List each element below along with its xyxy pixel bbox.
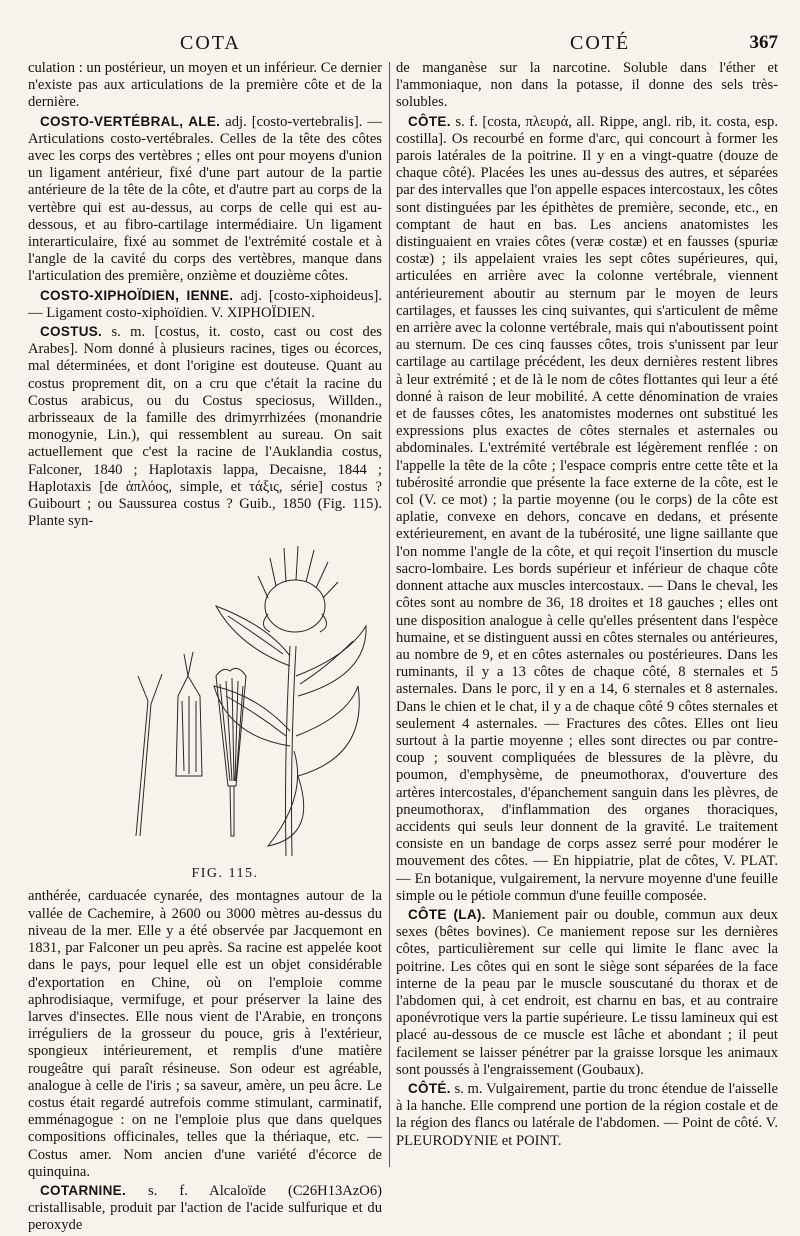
left-column <box>28 60 382 1236</box>
entry-cotarnine <box>28 1182 382 1235</box>
continuation-paragraph: culation : un postérieur, un moyen et un inférieur. Ce dernier n'existe pas aux articulations de la première côte et de la dernière. <box>28 60 382 111</box>
continuation-paragraph: anthérée, carduacée cynarée, des montagnes autour de la vallée de Cachemire, à 2600 ou 3000 mètres au-dessus du niveau de la mer. Elle y a été observée par Jacquemont en 1831, par Falconer un peu après. Sa racine est appelée koot dans le pays, pour lequel elle est un objet considérable d'exportation en Chine, où on l'emploie comme aphrodisiaque, vermifuge, et pour préserver la laine des larves d'insectes. Elle nous vient de l'Arabie, en tronçons irréguliers de la grosseur du pouce, gris à l'extérieur, spongieux intérieurement, et remplis d'une matière rougeâtre qui paraît résineuse. Son odeur est agréable, analogue à celle de l'iris ; sa saveur, amère, un peu âcre. Le costus était regardé autrefois comme stimulant, carminatif, emménagogue : on ne l'emploie plus que dans quelques compositions officinales, telles que la thériaque, etc. — Costus amer. Nom ancien d'une variété d'écorce de quinquina. <box>28 888 382 1180</box>
header-right-title: COTÉ <box>570 32 631 54</box>
entry-headword: COSTO-VERTÉBRAL, ALE. <box>40 113 221 129</box>
entry-body: adj. [costo-xiphoideus]. — Ligament costo-xiphoïdien. V. XIPHOÏDIEN. <box>28 287 383 321</box>
header-left-title: COTA <box>180 32 241 54</box>
entry-costo-xiphoidien <box>28 287 382 322</box>
entry-body: s. f. [costa, πλευρά, all. Rippe, angl. rib, it. costa, esp. costilla]. Os recourbé en forme d'arc, qui concourt à former les parois latérales de la poitrine. Il y en a vingt-quatre (douze de chaque côté). Placées les unes au-dessus des autres, et séparées par des intervalles que l'on appelle espaces intercostaux, les côtes sont distinguées par les épithètes de première, seconde, etc., en comptant de haut en bas. Les anciens anatomistes les distinguaient en vraies côtes (veræ costæ) et en fausses (spuriæ costæ) ; ils appelaient vraies les sept côtes supérieures, qui, articulées en arrière avec la colonne vertébrale, viennent antérieurement aboutir au sternum par le moyen de leurs cartilages, et fausses les cinq suivantes, qui s'articulent de même en arrière avec la colonne vertébrale, mais qui n'aboutissent point au sternum. De ces cinq fausses côtes, trois s'unissent par leur cartilage au cartilage précédent, les deux dernières restent libres à leur extrémité ; et de là le nom de côtes flottantes qui leur a été donné à raison de leur mobilité. A cette dénomination de vraies et de fausses côtes, les anatomistes modernes ont substitué les expressions plus exactes de côtes sternales et asternales ou abdominales. L'extrémité vertébrale est légèrement renflée : on l'appelle la tête de la côte ; l'espace compris entre cette tête et la tubérosité arrondie que présente la face externe de la côte, est le col (V. ce mot) ; la partie moyenne (ou le corps) de la côte est aplatie, convexe en dehors, concave en dedans, et présente extérieurement, en avant de la tubérosité, une ligne saillante que l'on nomme l'angle de la côte, et qui reçoit l'insertion du muscle sacro-lombaire. Les bords supérieur et inférieur de chaque côte donnent attache aux muscles intercostaux. — Dans le cheval, les côtes sont au nombre de 36, 18 droites et 18 gauches ; elles ont une disposition analogue à celle qu'elles présentent dans l'espèce humaine, et se distinguent aussi en côtes sternales ou antérieures, au nombre de 9, et en côtes asternales ou postérieures. Dans les ruminants, il y a 13 côtes de chaque côté, 8 sternales et 5 asternales. Dans le porc, il y en a 14, 6 sternales et 8 asternales. Dans le chien et le chat, il y a de chaque côté 9 côtes sternales et seulement 4 asternales. — Fractures des côtes. Elles ont lieu surtout à la partie moyenne ; elles sont directes ou par contre-coup ; souvent compliquées de blessures de la plèvre, du poumon, d'emphysème, de pneumothorax, d'ouverture des artères intercostales, d'épanchement sanguin dans les plèvres, de pneumothorax, d'inflammation des organes thoraciques, accidents qui seuls leur donnent de la gravité. Le traitement consiste en un bandage de corps assez serré pour modérer le mouvement des côtes. — En hippiatrie, plat de côtes, V. PLAT. — En botanique, vulgairement, la nervure moyenne d'une feuille simple ou le pétiole commun d'une feuille composée. <box>396 113 778 904</box>
entry-headword: COSTO-XIPHOÏDIEN, IENNE. <box>40 287 234 303</box>
entry-cote-la <box>396 906 778 1079</box>
figure-115 <box>28 536 382 884</box>
running-header <box>30 30 778 58</box>
entry-headword: CÔTÉ. <box>408 1080 451 1096</box>
figure-caption: FIG. 115. <box>191 866 259 882</box>
entry-body: s. m. [costus, it. costo, cast ou cost des Arabes]. Nom donné à plusieurs racines, tiges ou écorces, mal déterminées, et dont l'origine est douteuse. Quant au costus proprement dit, on a cru que c'était la racine du Costus arabicus, ou du Costus speciosus, Willden., arbrisseaux de la famille des drimyrrhizées (monandrie monogynie, Lin.), qui ressemblent au sureau. On sait actuellement que c'est la racine de l'Auklandia costus, Falconer, 1840 ; Haplotaxis lappa, Decaisne, 1844 ; Haplotaxis [de ἁπλόος, simple, et τάξις, série] costus ? Guibourt ; ou Saussurea costus ? Guib., 1850 (Fig. 115). Plante syn- <box>28 324 382 530</box>
entry-headword: CÔTE. <box>408 113 451 129</box>
entry-body: adj. [costo-vertebralis]. — Articulations costo-vertébrales. Celles de la tête des côtes avec les corps des vertèbres ; elles ont pour moyens d'union un ligament antérieur, fixé d'une part autour de la partie antérieure de la tête de la côte, et d'autre part au corps de la vertèbre qui est au-dessus, au corps de celle qui est au-dessous, et au fibro-cartilage intermédiaire. Un ligament interarticulaire, fixé au sommet de l'extrémité costale et à l'angle de la cavité du corps des vertèbres, manque dans l'articulation des première, onzième et douzième côtes. <box>28 113 383 285</box>
entry-costus <box>28 323 382 530</box>
entry-body: Maniement pair ou double, commun aux deux sexes (bêtes bovines). Ce maniement repose sur les dernières côtes, particulièrement sur celle qui limite le flanc avec la poitrine. Les côtes qui en sont le siège sont séparées de la face interne de la peau par le muscle souscutané du thorax et de l'abdomen qui, à cet endroit, est charnu en bas, et au contraire aponévrotique vers la partie supérieure. Le tissu lamineux qui est placé au-dessous de ce muscle est lâche et abondant ; il peut facilement se laisser pénétrer par la graisse lorsque les animaux sont poussés à l'engraissement (Goubaux). <box>396 906 778 1078</box>
entry-cote <box>396 113 778 905</box>
entry-body: s. m. Vulgairement, partie du tronc étendue de l'aisselle à la hanche. Elle comprend une portion de la région costale et de la région des flancs ou latérale de l'abdomen. — Point de côté. V. PLEURODYNIE et POINT. <box>396 1080 778 1149</box>
costus-plant-illustration <box>118 536 378 861</box>
entry-headword: COTARNINE. <box>40 1182 126 1198</box>
continuation-paragraph: de manganèse sur la narcotine. Soluble dans l'éther et l'ammoniaque, non dans la potasse, il donne des sels très-solubles. <box>396 60 778 111</box>
entry-cote-side <box>396 1080 778 1150</box>
page-number: 367 <box>749 32 778 53</box>
entry-body: s. f. Alcaloïde (C26H13AzO6) cristallisable, produit par l'action de l'acide sulfurique et du peroxyde <box>28 1182 382 1234</box>
entry-headword: CÔTE (LA). <box>408 906 486 922</box>
entry-costo-vertebral <box>28 113 382 286</box>
right-column <box>396 60 778 1151</box>
entry-headword: COSTUS. <box>40 324 103 340</box>
column-divider <box>389 62 390 1167</box>
